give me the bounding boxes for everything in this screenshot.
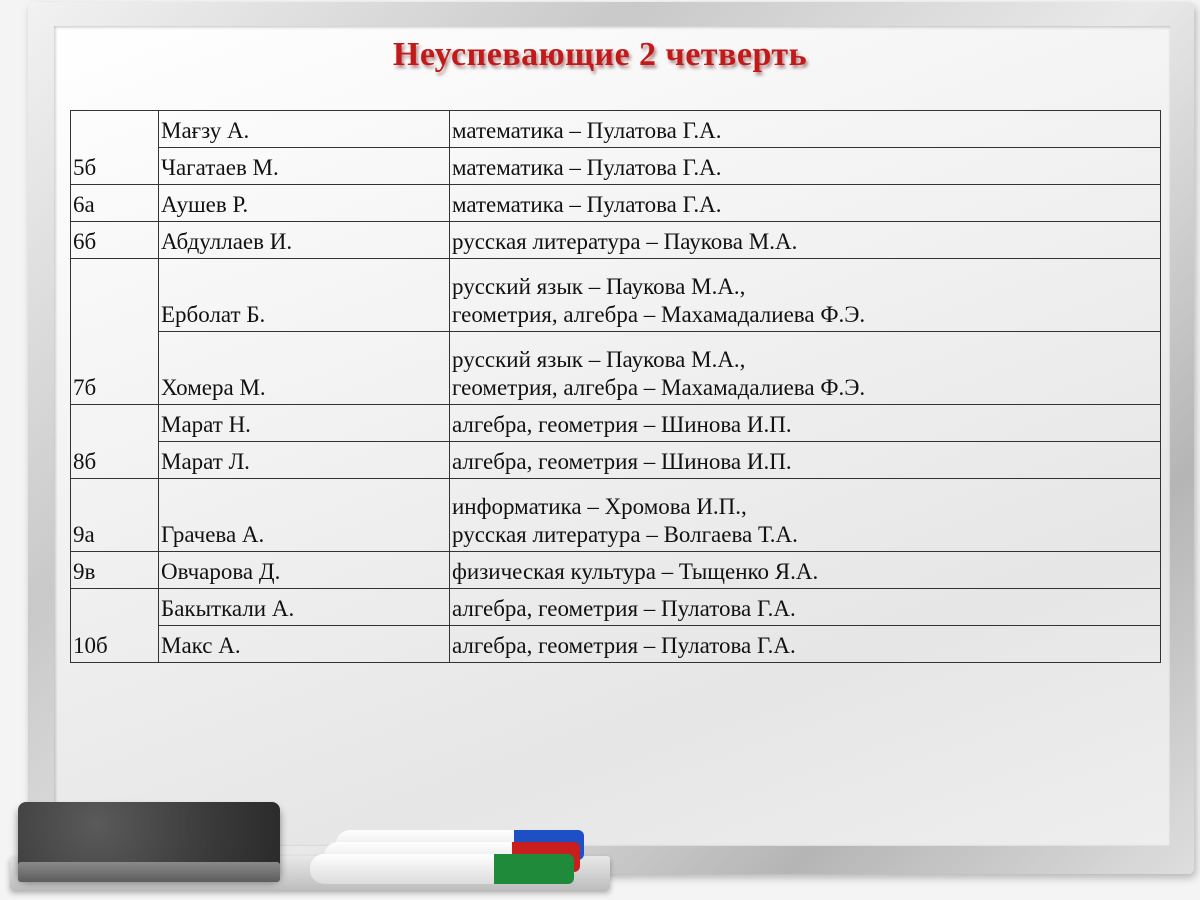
class-cell	[71, 259, 159, 332]
student-name-cell: Макс А.	[159, 626, 450, 663]
class-cell: 6б	[71, 222, 159, 259]
subject-teacher-line: геометрия, алгебра – Махамадалиева Ф.Э.	[452, 302, 866, 328]
class-cell: 10б	[71, 626, 159, 663]
subject-teacher-line: русский язык – Паукова М.А.,	[452, 346, 746, 372]
student-name-cell: Ерболат Б.	[159, 259, 450, 332]
table-row	[71, 626, 1161, 663]
subject-teacher-cell	[450, 589, 1161, 626]
class-cell: 8б	[71, 442, 159, 479]
student-name-cell: Чагатаев М.	[159, 148, 450, 185]
subject-teacher-line: математика – Пулатова Г.А.	[452, 192, 722, 218]
page-title: Неуспевающие 2 четверть	[392, 36, 808, 73]
class-cell	[71, 111, 159, 148]
green-marker	[310, 854, 574, 884]
student-name-cell: Аушев Р.	[159, 185, 450, 222]
subject-teacher-line: русская литература – Паукова М.А.	[452, 229, 798, 255]
class-cell: 6а	[71, 185, 159, 222]
class-cell: 7б	[71, 332, 159, 405]
table-row	[71, 111, 1161, 148]
class-cell: 9а	[71, 479, 159, 552]
subject-teacher-cell	[450, 259, 1161, 332]
table-row	[71, 552, 1161, 589]
student-name-cell: Марат Н.	[159, 405, 450, 442]
student-name-cell: Бакыткали А.	[159, 589, 450, 626]
subject-teacher-line: геометрия, алгебра – Махамадалиева Ф.Э.	[452, 375, 866, 401]
table-row	[71, 405, 1161, 442]
subject-teacher-line: математика – Пулатова Г.А.	[452, 118, 722, 144]
subject-teacher-cell	[450, 479, 1161, 552]
table-row	[71, 589, 1161, 626]
table-row	[71, 185, 1161, 222]
student-name-cell: Овчарова Д.	[159, 552, 450, 589]
subject-teacher-line: русский язык – Паукова М.А.,	[452, 273, 746, 299]
student-name-cell: Мағзу А.	[159, 111, 450, 148]
class-cell: 5б	[71, 148, 159, 185]
underachievers-table	[70, 110, 1161, 663]
table-row	[71, 222, 1161, 259]
subject-teacher-cell	[450, 552, 1161, 589]
subject-teacher-cell	[450, 222, 1161, 259]
subject-teacher-cell	[450, 185, 1161, 222]
subject-teacher-line: русская литература – Волгаева Т.А.	[452, 522, 798, 548]
subject-teacher-line: физическая культура – Тыщенко Я.А.	[452, 559, 819, 585]
subject-teacher-cell	[450, 111, 1161, 148]
table-row	[71, 442, 1161, 479]
subject-teacher-cell	[450, 332, 1161, 405]
student-name-cell: Грачева А.	[159, 479, 450, 552]
table-row	[71, 332, 1161, 405]
class-cell	[71, 405, 159, 442]
subject-teacher-cell	[450, 148, 1161, 185]
subject-teacher-cell	[450, 442, 1161, 479]
table-row	[71, 148, 1161, 185]
student-name-cell: Марат Л.	[159, 442, 450, 479]
subject-teacher-line: алгебра, геометрия – Пулатова Г.А.	[452, 596, 796, 622]
subject-teacher-line: математика – Пулатова Г.А.	[452, 155, 722, 181]
subject-teacher-line: информатика – Хромова И.П.,	[452, 493, 747, 519]
board-eraser-base	[18, 862, 280, 882]
subject-teacher-line: алгебра, геометрия – Пулатова Г.А.	[452, 633, 796, 659]
subject-teacher-cell	[450, 405, 1161, 442]
student-name-cell: Абдуллаев И.	[159, 222, 450, 259]
table-row	[71, 259, 1161, 332]
subject-teacher-cell	[450, 626, 1161, 663]
subject-teacher-line: алгебра, геометрия – Шинова И.П.	[452, 449, 792, 475]
class-cell: 9в	[71, 552, 159, 589]
class-cell	[71, 589, 159, 626]
table-row	[71, 479, 1161, 552]
subject-teacher-line: алгебра, геометрия – Шинова И.П.	[452, 412, 792, 438]
student-name-cell: Хомера М.	[159, 332, 450, 405]
